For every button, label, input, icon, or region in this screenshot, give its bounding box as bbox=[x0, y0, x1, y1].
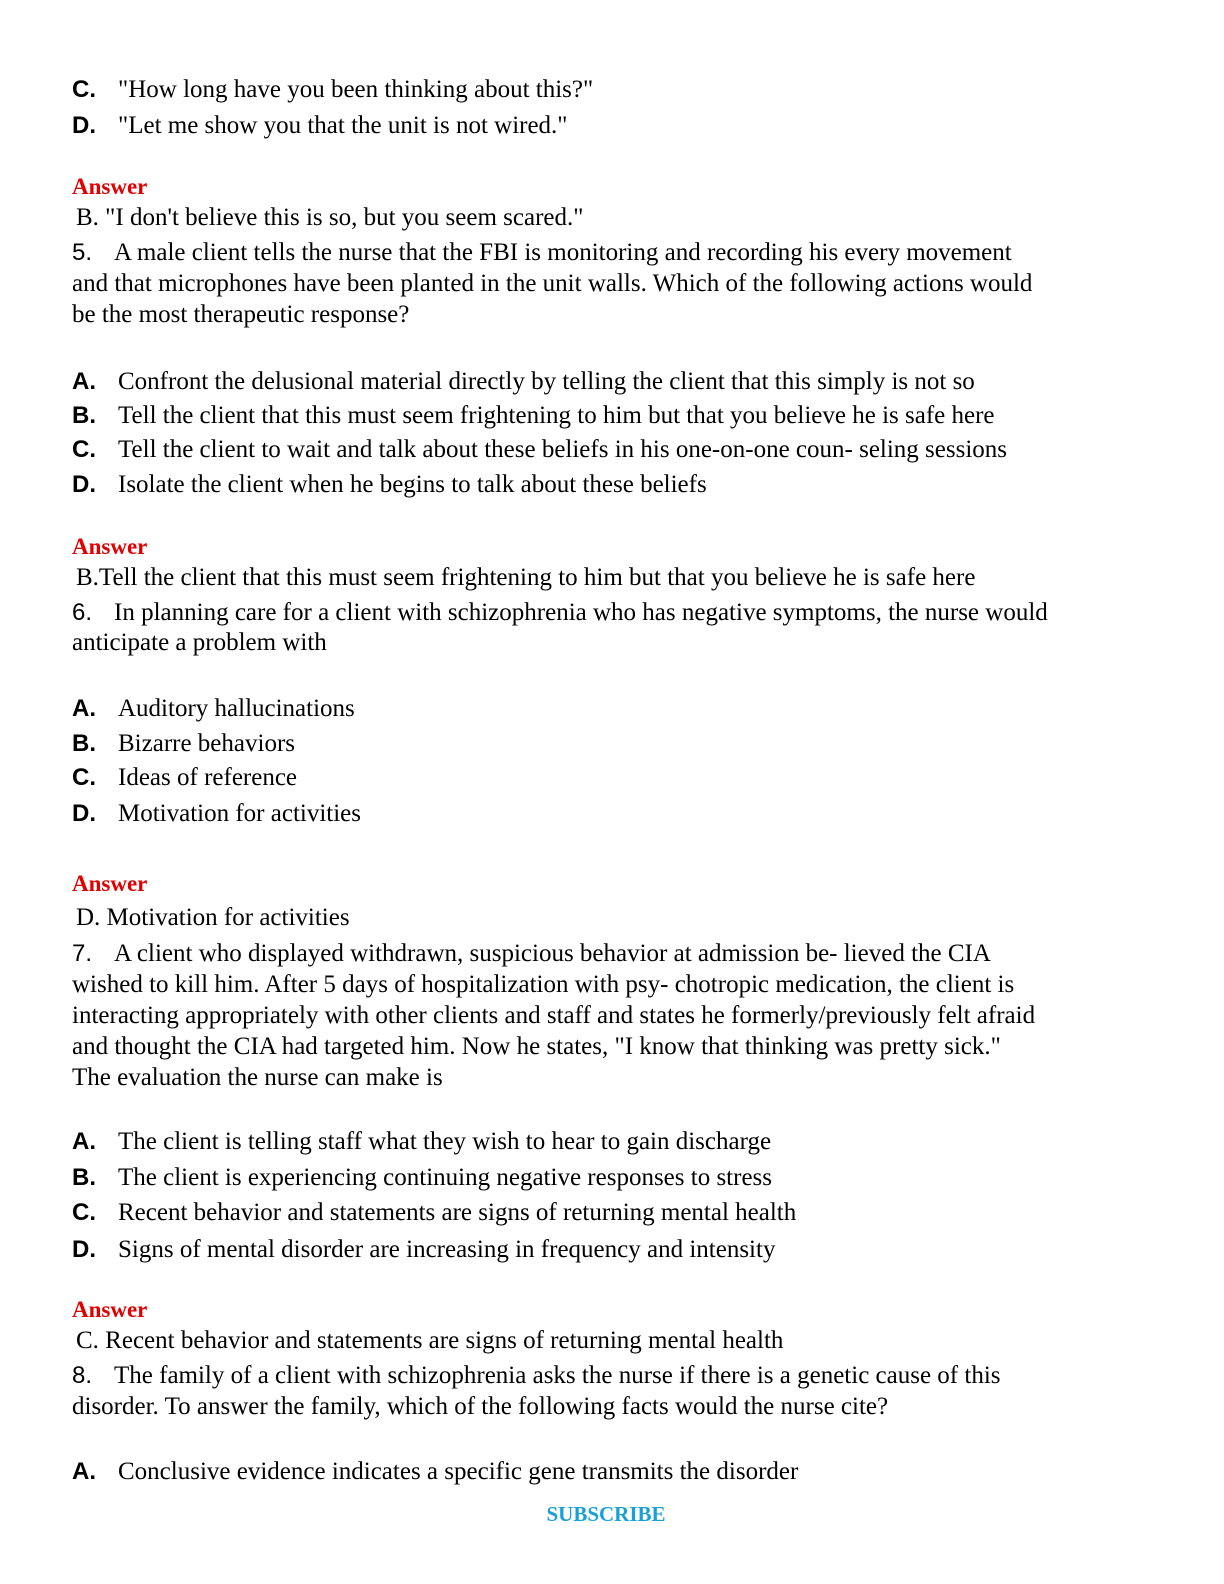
option-text: Conclusive evidence indicates a specific gene transmits the disorder bbox=[118, 1458, 799, 1485]
option-b bbox=[72, 1161, 772, 1195]
question-text: A male client tells the nurse that the FBI is monitoring and recording his every movement bbox=[114, 239, 1012, 266]
subscribe-link[interactable]: SUBSCRIBE bbox=[546, 1502, 666, 1526]
option-letter: B. bbox=[72, 402, 96, 429]
question-5-line-1 bbox=[72, 237, 1012, 268]
option-text: Auditory hallucinations bbox=[118, 695, 355, 722]
option-letter: C. bbox=[72, 764, 96, 791]
question-5-line-3: be the most therapeutic response? bbox=[72, 301, 410, 328]
option-text: Confront the delusional material directly by telling the client that this simply is not so bbox=[118, 368, 975, 395]
question-7-line-1 bbox=[72, 938, 991, 969]
option-letter: A. bbox=[72, 368, 96, 395]
answer-label: Answer bbox=[72, 1297, 148, 1322]
option-letter: B. bbox=[72, 730, 96, 757]
option-a bbox=[72, 692, 355, 726]
option-text: Isolate the client when he begins to talk about these beliefs bbox=[118, 471, 707, 498]
option-text: Tell the client that this must seem frightening to him but that you believe he is safe here bbox=[118, 402, 995, 429]
option-letter: A. bbox=[72, 1128, 96, 1155]
answer-text: D. Motivation for activities bbox=[76, 904, 350, 931]
option-letter: B. bbox=[72, 1164, 96, 1191]
option-text: "How long have you been thinking about this?" bbox=[118, 76, 594, 103]
option-text: Ideas of reference bbox=[118, 764, 298, 791]
option-a bbox=[72, 1455, 798, 1489]
option-letter: A. bbox=[72, 1458, 96, 1485]
question-5-line-2: and that microphones have been planted in the unit walls. Which of the following actions would bbox=[72, 270, 1033, 297]
option-c bbox=[72, 761, 297, 795]
option-letter: D. bbox=[72, 800, 96, 827]
option-text: The client is experiencing continuing negative responses to stress bbox=[118, 1164, 772, 1191]
answer-text: B. "I don't believe this is so, but you seem scared." bbox=[76, 204, 584, 231]
answer-label: Answer bbox=[72, 174, 148, 199]
answer-text: B.Tell the client that this must seem frightening to him but that you believe he is safe here bbox=[76, 564, 976, 591]
option-letter: D. bbox=[72, 1236, 96, 1263]
option-letter: D. bbox=[72, 471, 96, 498]
question-number: 7. bbox=[72, 940, 93, 967]
question-number: 6. bbox=[72, 599, 93, 626]
question-text: A client who displayed withdrawn, suspicious behavior at admission be- lieved the CIA bbox=[114, 940, 991, 967]
option-a bbox=[72, 1125, 771, 1159]
option-b bbox=[72, 399, 995, 433]
option-c bbox=[72, 1196, 796, 1230]
question-7-line-2: wished to kill him. After 5 days of hospitalization with psy- chotropic medication, the client is bbox=[72, 971, 1015, 998]
option-d bbox=[72, 109, 568, 143]
option-d bbox=[72, 797, 361, 831]
question-number: 5. bbox=[72, 239, 93, 266]
answer-text: C. Recent behavior and statements are signs of returning mental health bbox=[76, 1327, 784, 1354]
option-c bbox=[72, 433, 1007, 467]
option-text: Tell the client to wait and talk about these beliefs in his one-on-one coun- seling sessions bbox=[118, 436, 1008, 463]
option-b bbox=[72, 727, 295, 761]
option-letter: C. bbox=[72, 76, 96, 103]
question-8-line-2: disorder. To answer the family, which of the following facts would the nurse cite? bbox=[72, 1393, 889, 1420]
option-c bbox=[72, 73, 593, 107]
option-text: Recent behavior and statements are signs of returning mental health bbox=[118, 1199, 797, 1226]
question-8-line-1 bbox=[72, 1360, 1001, 1391]
option-text: Motivation for activities bbox=[118, 800, 362, 827]
question-text: The family of a client with schizophrenia asks the nurse if there is a genetic cause of this bbox=[114, 1362, 1001, 1389]
option-text: Bizarre behaviors bbox=[118, 730, 296, 757]
option-letter: C. bbox=[72, 1199, 96, 1226]
question-7-line-5: The evaluation the nurse can make is bbox=[72, 1064, 443, 1091]
option-letter: C. bbox=[72, 436, 96, 463]
option-letter: D. bbox=[72, 112, 96, 139]
option-text: The client is telling staff what they wish to hear to gain discharge bbox=[118, 1128, 772, 1155]
option-text: "Let me show you that the unit is not wired." bbox=[118, 112, 568, 139]
option-d bbox=[72, 468, 707, 502]
option-d bbox=[72, 1233, 775, 1267]
answer-label: Answer bbox=[72, 534, 148, 559]
answer-label: Answer bbox=[72, 871, 148, 896]
question-text: In planning care for a client with schizophrenia who has negative symptoms, the nurse would bbox=[114, 599, 1048, 626]
question-6-line-1 bbox=[72, 597, 1048, 628]
question-number: 8. bbox=[72, 1362, 93, 1389]
option-a bbox=[72, 365, 975, 399]
question-6-line-2: anticipate a problem with bbox=[72, 629, 327, 656]
option-letter: A. bbox=[72, 695, 96, 722]
question-7-line-4: and thought the CIA had targeted him. Now he states, "I know that thinking was pretty sick." bbox=[72, 1033, 1001, 1060]
option-text: Signs of mental disorder are increasing in frequency and intensity bbox=[118, 1236, 776, 1263]
question-7-line-3: interacting appropriately with other clients and staff and states he formerly/previously felt afraid bbox=[72, 1002, 1036, 1029]
